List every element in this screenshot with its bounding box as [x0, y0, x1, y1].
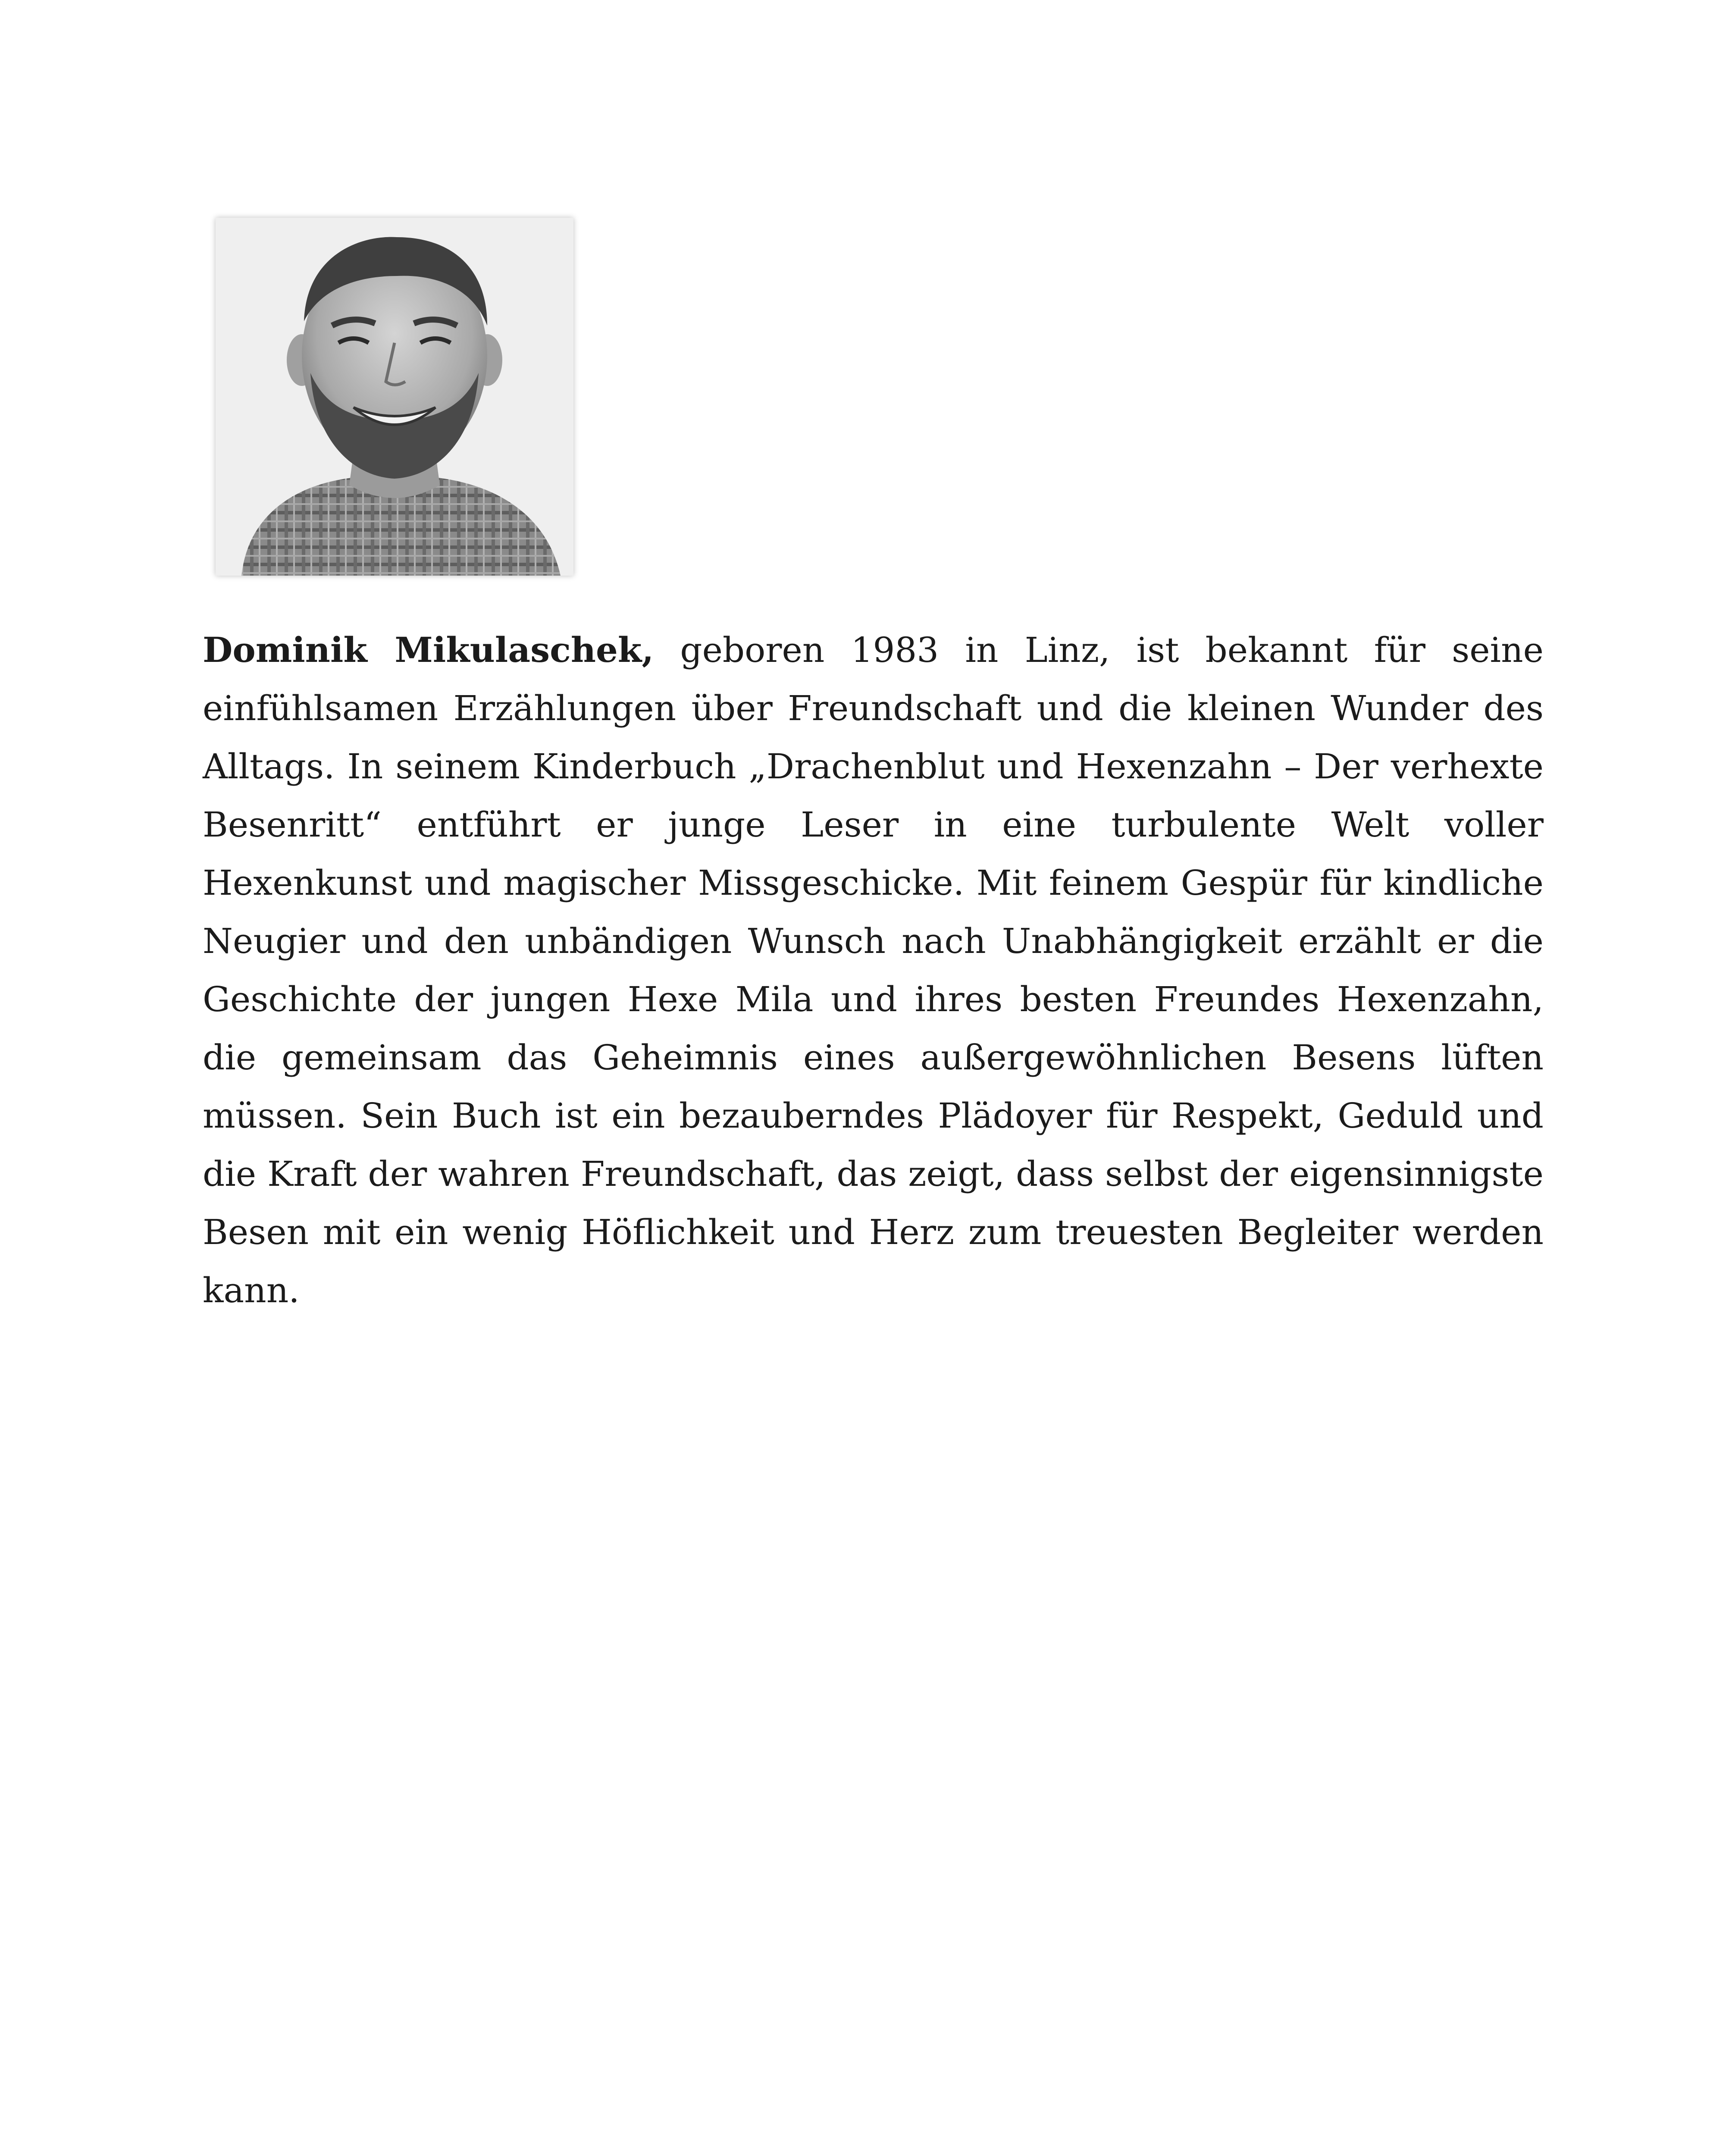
bio-text: geboren 1983 in Linz, ist bekannt für seine einfühlsamen Erzählungen über Freundschaft und die kleinen Wunder des Alltags. In seinem Kinderbuch „Drachenblut und Hexenzahn – Der verhexte Besenritt“ entführt er junge Leser in eine turbulente Welt voller Hexenkunst und magischer Missgeschicke. Mit feinem Gespür für kindliche Neugier und den unbändigen Wunsch nach Unabhängigkeit erzählt er die Geschichte der jungen Hexe Mila und ihres besten Freundes Hexenzahn, die gemeinsam das Geheimnis eines außergewöhnlichen Besens lüften müssen. Sein Buch ist ein bezauberndes Plädoyer für Respekt, Geduld und die Kraft der wahren Freundschaft, das zeigt, dass selbst der eigensinnigste Besen mit ein wenig Höflichkeit und Herz zum treuesten Begleiter werden kann. [203, 630, 1544, 1310]
author-portrait-icon [216, 218, 573, 576]
author-portrait [216, 218, 573, 576]
author-name: Dominik Mikulaschek, [203, 630, 654, 670]
author-bio [203, 621, 1544, 1319]
